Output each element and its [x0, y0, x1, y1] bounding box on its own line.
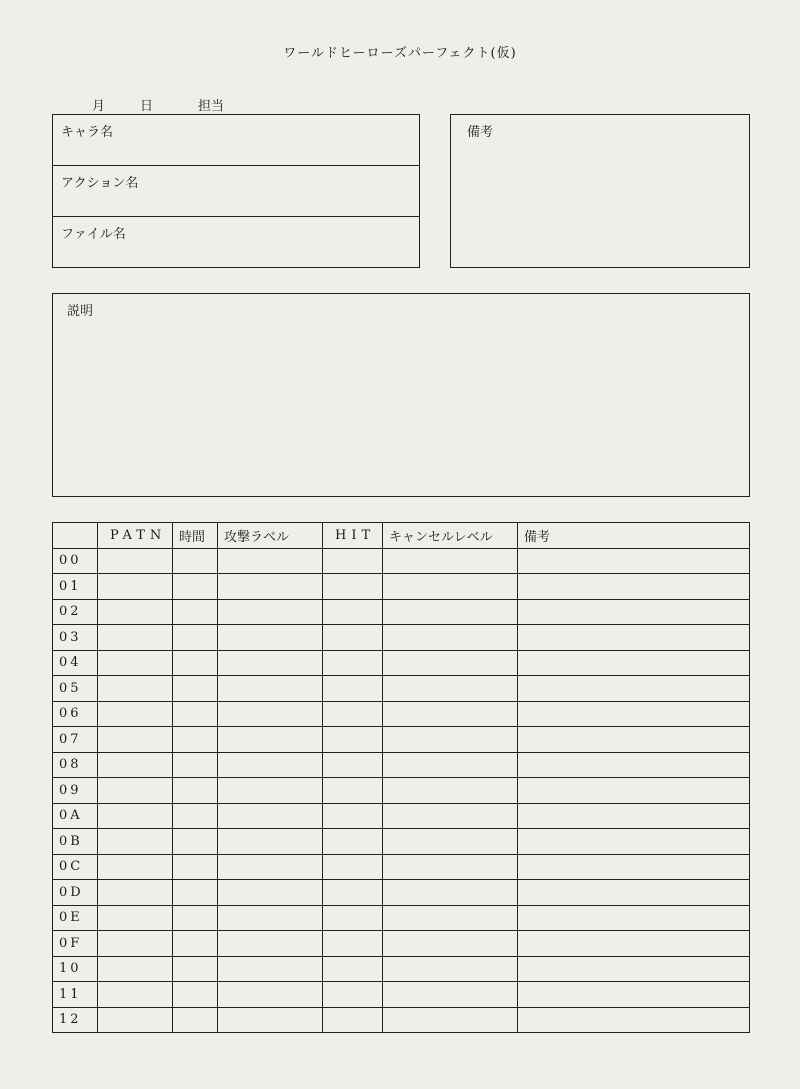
- hit-cell[interactable]: [323, 752, 383, 778]
- description-label: 説明: [67, 304, 94, 319]
- row-id-cell: 0B: [53, 829, 98, 855]
- patn-cell[interactable]: [98, 803, 173, 829]
- row-id-cell: 05: [53, 676, 98, 702]
- table-row: [53, 676, 750, 702]
- cancel-level-cell[interactable]: [383, 829, 518, 855]
- notes-cell[interactable]: [518, 625, 750, 651]
- hit-cell[interactable]: [323, 829, 383, 855]
- hit-cell[interactable]: [323, 854, 383, 880]
- attack-label-cell[interactable]: [218, 701, 323, 727]
- attack-label-cell[interactable]: [218, 574, 323, 600]
- table-row: [53, 982, 750, 1008]
- attack-label-cell[interactable]: [218, 854, 323, 880]
- notes-cell[interactable]: [518, 701, 750, 727]
- action-name-label: アクション名: [61, 176, 139, 191]
- time-cell[interactable]: [173, 778, 218, 804]
- time-cell[interactable]: [173, 803, 218, 829]
- table-row: [53, 548, 750, 574]
- hit-cell[interactable]: [323, 650, 383, 676]
- notes-cell[interactable]: [518, 931, 750, 957]
- hit-cell[interactable]: [323, 599, 383, 625]
- table-row: [53, 956, 750, 982]
- patn-cell[interactable]: [98, 727, 173, 753]
- notes-cell[interactable]: [518, 778, 750, 804]
- row-id-cell: 03: [53, 625, 98, 651]
- table-row: [53, 625, 750, 651]
- notes-cell[interactable]: [518, 727, 750, 753]
- time-cell[interactable]: [173, 625, 218, 651]
- row-id-cell: 0A: [53, 803, 98, 829]
- cancel-level-cell[interactable]: [383, 778, 518, 804]
- time-cell[interactable]: [173, 931, 218, 957]
- attack-label-cell[interactable]: [218, 650, 323, 676]
- header-time: 時間: [173, 523, 218, 549]
- character-name-field: [53, 115, 419, 166]
- row-id-cell: 10: [53, 956, 98, 982]
- notes-cell[interactable]: [518, 956, 750, 982]
- time-cell[interactable]: [173, 982, 218, 1008]
- table-row: [53, 803, 750, 829]
- table-row: [53, 829, 750, 855]
- hit-cell[interactable]: [323, 1007, 383, 1033]
- patn-cell[interactable]: [98, 599, 173, 625]
- hit-cell[interactable]: [323, 803, 383, 829]
- notes-cell[interactable]: [518, 854, 750, 880]
- cancel-level-cell[interactable]: [383, 574, 518, 600]
- attack-label-cell[interactable]: [218, 778, 323, 804]
- table-row: [53, 1007, 750, 1033]
- patn-cell[interactable]: [98, 854, 173, 880]
- header-patn: PATN: [98, 523, 173, 549]
- hit-cell[interactable]: [323, 701, 383, 727]
- hit-cell[interactable]: [323, 880, 383, 906]
- time-cell[interactable]: [173, 727, 218, 753]
- info-box: [52, 114, 420, 268]
- notes-box: [450, 114, 750, 268]
- cancel-level-cell[interactable]: [383, 931, 518, 957]
- table-row: [53, 905, 750, 931]
- patn-cell[interactable]: [98, 931, 173, 957]
- notes-cell[interactable]: [518, 676, 750, 702]
- table-row: [53, 650, 750, 676]
- patn-cell[interactable]: [98, 982, 173, 1008]
- attack-label-cell[interactable]: [218, 982, 323, 1008]
- character-name-label: キャラ名: [61, 125, 114, 140]
- notes-cell[interactable]: [518, 880, 750, 906]
- row-id-cell: 0E: [53, 905, 98, 931]
- hit-cell[interactable]: [323, 778, 383, 804]
- notes-cell[interactable]: [518, 574, 750, 600]
- cancel-level-cell[interactable]: [383, 1007, 518, 1033]
- cancel-level-cell[interactable]: [383, 650, 518, 676]
- cancel-level-cell[interactable]: [383, 727, 518, 753]
- attack-label-cell[interactable]: [218, 829, 323, 855]
- description-box: [52, 293, 750, 497]
- table-row: [53, 574, 750, 600]
- header-notes: 備考: [518, 523, 750, 549]
- month-label: 月: [92, 99, 106, 114]
- notes-cell[interactable]: [518, 982, 750, 1008]
- time-cell[interactable]: [173, 1007, 218, 1033]
- patn-cell[interactable]: [98, 625, 173, 651]
- notes-cell[interactable]: [518, 650, 750, 676]
- row-id-cell: 12: [53, 1007, 98, 1033]
- cancel-level-cell[interactable]: [383, 599, 518, 625]
- attack-label-cell[interactable]: [218, 880, 323, 906]
- row-id-cell: 11: [53, 982, 98, 1008]
- cancel-level-cell[interactable]: [383, 982, 518, 1008]
- time-cell[interactable]: [173, 854, 218, 880]
- table-row: [53, 778, 750, 804]
- table-row: [53, 854, 750, 880]
- patn-cell[interactable]: [98, 1007, 173, 1033]
- time-cell[interactable]: [173, 650, 218, 676]
- patn-cell[interactable]: [98, 650, 173, 676]
- animation-frame-table: [52, 522, 750, 1033]
- time-cell[interactable]: [173, 548, 218, 574]
- notes-label: 備考: [467, 125, 494, 140]
- row-id-cell: 08: [53, 752, 98, 778]
- patn-cell[interactable]: [98, 676, 173, 702]
- attack-label-cell[interactable]: [218, 548, 323, 574]
- cancel-level-cell[interactable]: [383, 701, 518, 727]
- header-attack-label: 攻撃ラベル: [218, 523, 323, 549]
- table-header-row: [53, 523, 750, 549]
- cancel-level-cell[interactable]: [383, 625, 518, 651]
- notes-cell[interactable]: [518, 829, 750, 855]
- patn-cell[interactable]: [98, 880, 173, 906]
- table-row: [53, 880, 750, 906]
- cancel-level-cell[interactable]: [383, 854, 518, 880]
- patn-cell[interactable]: [98, 548, 173, 574]
- notes-cell[interactable]: [518, 548, 750, 574]
- attack-label-cell[interactable]: [218, 599, 323, 625]
- time-cell[interactable]: [173, 829, 218, 855]
- row-id-cell: 0D: [53, 880, 98, 906]
- patn-cell[interactable]: [98, 956, 173, 982]
- hit-cell[interactable]: [323, 676, 383, 702]
- table-row: [53, 752, 750, 778]
- notes-cell[interactable]: [518, 803, 750, 829]
- attack-label-cell[interactable]: [218, 676, 323, 702]
- table-row: [53, 701, 750, 727]
- cancel-level-cell[interactable]: [383, 752, 518, 778]
- patn-cell[interactable]: [98, 752, 173, 778]
- hit-cell[interactable]: [323, 905, 383, 931]
- row-id-cell: 06: [53, 701, 98, 727]
- hit-cell[interactable]: [323, 727, 383, 753]
- row-id-cell: 09: [53, 778, 98, 804]
- cancel-level-cell[interactable]: [383, 676, 518, 702]
- table-row: [53, 931, 750, 957]
- header-cancel-level: キャンセルレベル: [383, 523, 518, 549]
- row-id-cell: 0C: [53, 854, 98, 880]
- hit-cell[interactable]: [323, 625, 383, 651]
- time-cell[interactable]: [173, 599, 218, 625]
- page-title: ワールドヒーローズパーフェクト(仮): [283, 46, 517, 61]
- patn-cell[interactable]: [98, 778, 173, 804]
- attack-label-cell[interactable]: [218, 803, 323, 829]
- cancel-level-cell[interactable]: [383, 548, 518, 574]
- action-name-field: [53, 166, 419, 217]
- header-row-id: [53, 523, 98, 549]
- row-id-cell: 01: [53, 574, 98, 600]
- time-cell[interactable]: [173, 956, 218, 982]
- cancel-level-cell[interactable]: [383, 905, 518, 931]
- file-name-label: ファイル名: [61, 227, 126, 242]
- time-cell[interactable]: [173, 880, 218, 906]
- header-hit: HIT: [323, 523, 383, 549]
- notes-cell[interactable]: [518, 752, 750, 778]
- person-in-charge-label: 担当: [198, 99, 225, 114]
- hit-cell[interactable]: [323, 956, 383, 982]
- row-id-cell: 02: [53, 599, 98, 625]
- cancel-level-cell[interactable]: [383, 956, 518, 982]
- attack-label-cell[interactable]: [218, 625, 323, 651]
- time-cell[interactable]: [173, 574, 218, 600]
- patn-cell[interactable]: [98, 829, 173, 855]
- notes-cell[interactable]: [518, 1007, 750, 1033]
- attack-label-cell[interactable]: [218, 752, 323, 778]
- table-row: [53, 727, 750, 753]
- day-label: 日: [140, 99, 154, 114]
- row-id-cell: 04: [53, 650, 98, 676]
- attack-label-cell[interactable]: [218, 1007, 323, 1033]
- patn-cell[interactable]: [98, 905, 173, 931]
- attack-label-cell[interactable]: [218, 931, 323, 957]
- attack-label-cell[interactable]: [218, 727, 323, 753]
- hit-cell[interactable]: [323, 931, 383, 957]
- attack-label-cell[interactable]: [218, 905, 323, 931]
- notes-cell[interactable]: [518, 599, 750, 625]
- patn-cell[interactable]: [98, 574, 173, 600]
- table-row: [53, 599, 750, 625]
- hit-cell[interactable]: [323, 982, 383, 1008]
- row-id-cell: 07: [53, 727, 98, 753]
- time-cell[interactable]: [173, 752, 218, 778]
- row-id-cell: 00: [53, 548, 98, 574]
- patn-cell[interactable]: [98, 701, 173, 727]
- hit-cell[interactable]: [323, 574, 383, 600]
- cancel-level-cell[interactable]: [383, 803, 518, 829]
- file-name-field: [53, 217, 419, 267]
- attack-label-cell[interactable]: [218, 956, 323, 982]
- time-cell[interactable]: [173, 905, 218, 931]
- hit-cell[interactable]: [323, 548, 383, 574]
- notes-cell[interactable]: [518, 905, 750, 931]
- row-id-cell: 0F: [53, 931, 98, 957]
- time-cell[interactable]: [173, 701, 218, 727]
- cancel-level-cell[interactable]: [383, 880, 518, 906]
- time-cell[interactable]: [173, 676, 218, 702]
